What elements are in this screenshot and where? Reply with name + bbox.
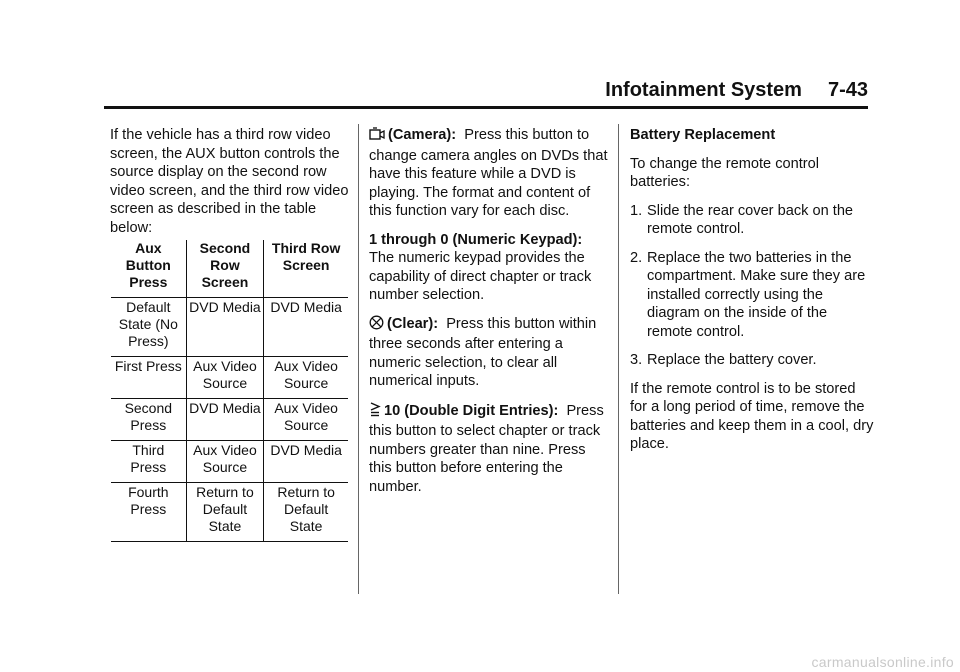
- table-row: [111, 298, 348, 357]
- list-item: 1. Slide the rear cover back on the remote control.: [630, 202, 854, 237]
- list-item: 3. Replace the battery cover.: [630, 352, 817, 368]
- camera-icon: [369, 127, 385, 147]
- list-item: 2. Replace the two batteries in the compartment. Make sure they are installed correctly using the diagram on the inside of the remote control.: [630, 249, 866, 340]
- watermark: carmanualsonline.info: [811, 654, 954, 670]
- double-digit-label: 10 (Double Digit Entries):: [384, 402, 559, 419]
- table-cell: Default State (No Press): [111, 298, 186, 357]
- column-right: [630, 126, 875, 464]
- table-cell: DVD Media: [264, 441, 348, 483]
- table-header: Third Row Screen: [264, 240, 348, 298]
- table-cell: Aux Video Source: [264, 357, 348, 399]
- table-row: [111, 441, 348, 483]
- intro-paragraph: If the vehicle has a third row video screen, the AUX button controls the source display on the second row video screen, and the third row video screen as described in the table below:: [110, 127, 349, 236]
- camera-text: Press this button to change camera angles on DVDs that have this feature while a DVD is playing. The format and content of this function vary for each disc.: [369, 127, 608, 219]
- table-header-row: [111, 240, 348, 298]
- column-middle: [369, 126, 611, 506]
- table-cell: Aux Video Source: [186, 357, 264, 399]
- camera-label: (Camera):: [388, 127, 457, 143]
- table-header: Aux Button Press: [111, 240, 186, 298]
- double-digit-text: Press this button to select chapter or track numbers greater than nine. Press this button before entering the number.: [369, 402, 604, 495]
- battery-heading: Battery Replacement: [630, 127, 776, 143]
- table-row: [111, 357, 348, 399]
- clear-text: Press this button within three seconds after entering a numeric selection, to clear all numerical inputs.: [369, 315, 597, 389]
- table-header: Second Row Screen: [186, 240, 264, 298]
- table-cell: DVD Media: [186, 298, 264, 357]
- table-cell: Aux Video Source: [264, 399, 348, 441]
- keypad-text: The numeric keypad provides the capability of direct chapter or track number selection.: [369, 250, 592, 303]
- clear-paragraph: [369, 315, 611, 391]
- keypad-label: 1 through 0 (Numeric Keypad):: [369, 231, 583, 248]
- clear-label: (Clear):: [387, 315, 439, 332]
- table-row: [111, 399, 348, 441]
- table-cell: Third Press: [111, 441, 186, 483]
- table-cell: Fourth Press: [111, 483, 186, 542]
- table-cell: Return to Default State: [186, 483, 264, 542]
- section-title: Infotainment System: [605, 79, 802, 101]
- table-cell: DVD Media: [264, 298, 348, 357]
- table-cell: First Press: [111, 357, 186, 399]
- table-cell: DVD Media: [186, 399, 264, 441]
- double-digit-paragraph: [369, 401, 611, 497]
- camera-paragraph: [369, 126, 611, 221]
- page-header: [104, 78, 868, 109]
- column-divider-2: [618, 124, 619, 594]
- table-cell: Aux Video Source: [186, 441, 264, 483]
- table-row: [111, 483, 348, 542]
- double-digit-icon: [369, 401, 381, 423]
- keypad-paragraph: [369, 231, 611, 305]
- clear-icon: [369, 315, 384, 336]
- storage-note: If the remote control is to be stored for a long period of time, remove the batteries and keep them in a cool, dry place.: [630, 380, 874, 452]
- page-number: 7-43: [827, 79, 868, 101]
- table-cell: Second Press: [111, 399, 186, 441]
- table-cell: Return to Default State: [264, 483, 348, 542]
- column-left: [110, 126, 350, 542]
- battery-steps: [630, 202, 875, 370]
- battery-intro: To change the remote control batteries:: [630, 155, 820, 190]
- column-divider-1: [358, 124, 359, 594]
- aux-button-table: [111, 240, 348, 542]
